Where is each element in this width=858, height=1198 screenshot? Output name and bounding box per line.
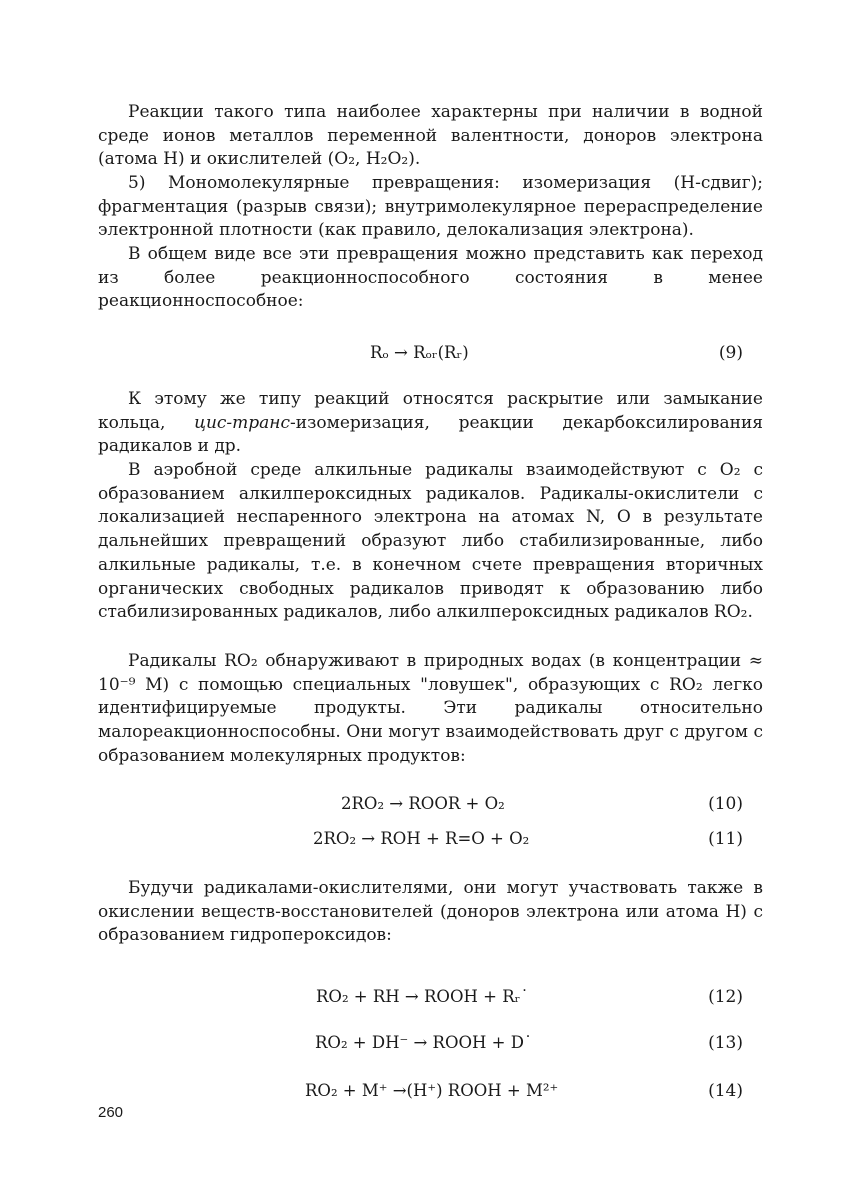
equation-11-formula: 2RO₂ → ROH + R=O + O₂ bbox=[313, 829, 530, 848]
equation-10-number: (10) bbox=[708, 794, 743, 814]
paragraph-1: Реакции такого типа наиболее характерны при наличии в водной среде ионов металлов переменной валентности, доноров электрона (атома H) и окислителей (O₂, H₂O₂). bbox=[98, 102, 763, 170]
paragraph-4-part-a: К этому же типу реакций относятся раскрытие или замыкание кольца, bbox=[98, 389, 763, 433]
equation-14-number: (14) bbox=[708, 1081, 743, 1101]
equation-13-number: (13) bbox=[708, 1033, 743, 1053]
equation-10-formula: 2RO₂ → ROOR + O₂ bbox=[341, 794, 505, 813]
paragraph-7: Будучи радикалами-окислителями, они могут участвовать также в окислении веществ-восстановителей (доноров электрона или атома H) с образованием гидропероксидов: bbox=[98, 878, 763, 946]
equation-11 bbox=[98, 826, 763, 852]
equation-12-number: (12) bbox=[708, 987, 743, 1007]
equation-9-formula: Rₒ → Rₒᵣ(Rᵣ) bbox=[370, 343, 469, 362]
equation-13-formula: RO₂ + DH⁻ → ROOH + D˙ bbox=[315, 1033, 533, 1052]
equation-10 bbox=[98, 791, 763, 817]
paragraph-5: В аэробной среде алкильные радикалы взаимодействуют с O₂ с образованием алкилпероксидных радикалов. Радикалы-окислители с локализацией неспаренного электрона на атомах N, O в результате дальнейших превращений образуют либо стабилизированные, либо алкильные радикалы, т.е. в конечном счете превращения вторичных органических свободных радикалов приводят к образованию либо стабилизированных радикалов, либо алкилпероксидных радикалов RO₂. bbox=[98, 460, 763, 623]
page-number: 260 bbox=[98, 1104, 124, 1121]
equation-12-formula: RO₂ + RH → ROOH + Rᵣ˙ bbox=[316, 987, 529, 1006]
equation-11-number: (11) bbox=[708, 829, 743, 849]
paragraph-4 bbox=[98, 388, 763, 459]
equation-14 bbox=[98, 1078, 763, 1104]
paragraph-2: 5) Мономолекулярные превращения: изомеризация (H-сдвиг); фрагментация (разрыв связи); внутримолекулярное перераспределение электронной плотности (как правило, делокализация электрона). bbox=[98, 173, 763, 241]
equation-9-number: (9) bbox=[718, 343, 743, 363]
paragraph-3: В общем виде все эти превращения можно представить как переход из более реакционноспособного состояния в менее реакционноспособное: bbox=[98, 244, 763, 312]
equation-14-formula: RO₂ + M⁺ →(H⁺) ROOH + M²⁺ bbox=[305, 1081, 559, 1100]
paragraph-4-part-b: -изомеризация, реакции декарбоксилирования радикалов и др. bbox=[98, 412, 764, 457]
equation-12 bbox=[98, 984, 763, 1010]
paragraph-6: Радикалы RO₂ обнаруживают в природных водах (в концентрации ≈ 10⁻⁹ M) с помощью специальных "ловушек", образующих с RO₂ легко идентифицируемые продукты. Эти радикалы относительно малореакционноспособны. Они могут взаимодействовать друг с другом с образованием молекулярных продуктов: bbox=[98, 651, 763, 766]
equation-13 bbox=[98, 1030, 763, 1056]
paragraph-4-italic: цис-транс bbox=[194, 412, 291, 433]
equation-9 bbox=[98, 340, 763, 366]
